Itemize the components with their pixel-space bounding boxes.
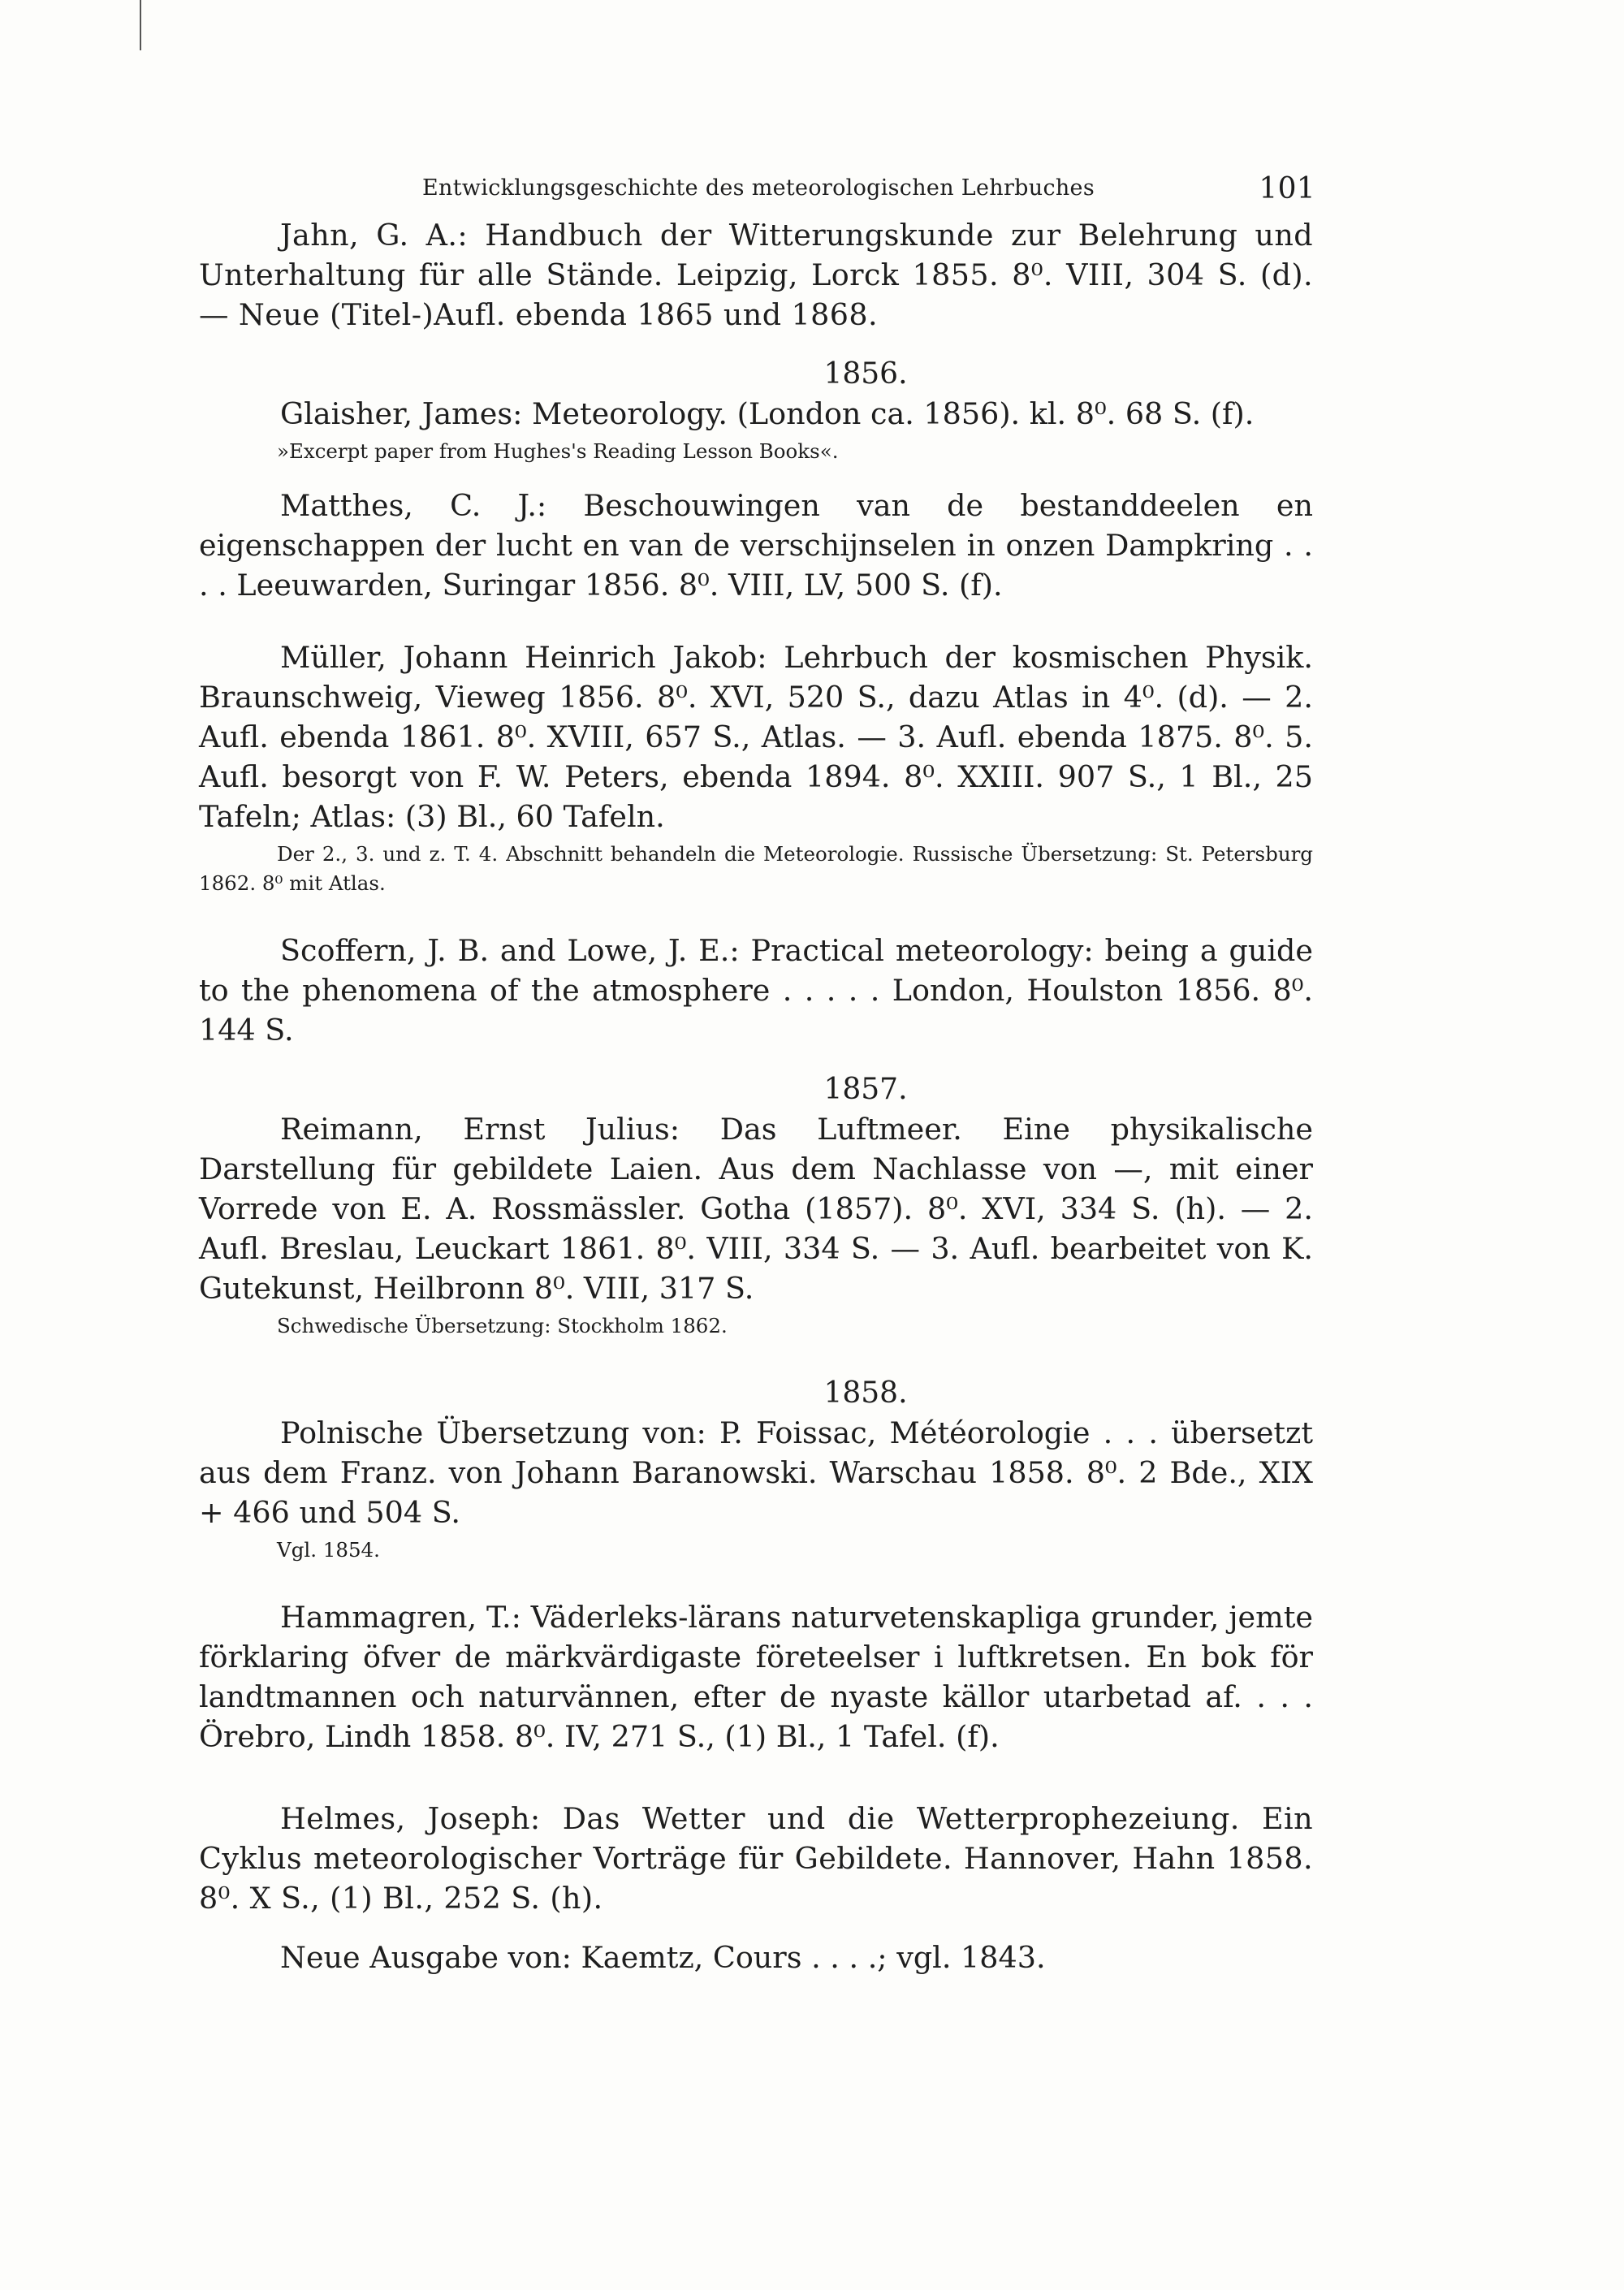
- note-mueller: Der 2., 3. und z. T. 4. Abschnitt behandeln die Meteorologie. Russische Übersetzung: St. Petersburg 1862. 8⁰ mit Atlas.: [199, 842, 1313, 895]
- entry-scoffern: Scoffern, J. B. and Lowe, J. E.: Practical meteorology: being a guide to the phenomena of the atmosphere . . . . . London, Houlston 1856. 8⁰. 144 S.: [199, 933, 1313, 1048]
- entry-hammagren: Hammagren, T.: Väderleks-lärans naturvetenskapliga grunder, jemte förklaring öfver de märkvärdigaste företeelser i luftkretsen. En bok för landtmannen och naturvännen, efter de nyaste källor utarbetad af. . . . Örebro, Lindh 1858. 8⁰. IV, 271 S., (1) Bl., 1 Tafel. (f).: [199, 1600, 1313, 1754]
- year-heading-1858: 1858.: [823, 1376, 908, 1410]
- entry-matthes: Matthes, C. J.: Beschouwingen van de bestanddeelen en eigenschappen der lucht en van de verschijnselen in onzen Dampkring . . . . Leeuwarden, Suringar 1856. 8⁰. VIII, LV, 500 S. (f).: [199, 488, 1313, 603]
- running-title: Entwicklungsgeschichte des meteorologischen Lehrbuches: [422, 175, 1095, 201]
- page-header: [406, 172, 1315, 208]
- note-reimann: Schwedische Übersetzung: Stockholm 1862.: [277, 1314, 728, 1337]
- bibliography-body: [199, 215, 1313, 1977]
- entry-helmes: Helmes, Joseph: Das Wetter und die Wetterprophezeiung. Ein Cyklus meteorologischer Vorträge für Gebildete. Hannover, Hahn 1858. 8⁰. X S., (1) Bl., 252 S. (h).: [199, 1801, 1313, 1916]
- entry-jahn: Jahn, G. A.: Handbuch der Witterungskunde zur Belehrung und Unterhaltung für alle Stände. Leipzig, Lorck 1855. 8⁰. VIII, 304 S. (d). — Neue (Titel-)Aufl. ebenda 1865 und 1868.: [199, 218, 1313, 332]
- entry-foissac: Polnische Übersetzung von: P. Foissac, Météorologie . . . übersetzt aus dem Franz. von Johann Baranowski. Warschau 1858. 8⁰. 2 Bde., XIX + 466 und 504 S.: [199, 1415, 1313, 1530]
- entry-kaemtz: Neue Ausgabe von: Kaemtz, Cours . . . .; vgl. 1843.: [280, 1940, 1046, 1975]
- margin-rule: [140, 0, 141, 50]
- note-glaisher: »Excerpt paper from Hughes's Reading Lesson Books«.: [277, 439, 839, 463]
- entry-glaisher: Glaisher, James: Meteorology. (London ca. 1856). kl. 8⁰. 68 S. (f).: [280, 396, 1255, 431]
- page-number: 101: [1259, 172, 1315, 205]
- year-heading-1857: 1857.: [823, 1073, 908, 1106]
- note-foissac: Vgl. 1854.: [277, 1538, 380, 1562]
- entry-reimann: Reimann, Ernst Julius: Das Luftmeer. Eine physikalische Darstellung für gebildete Laien. Aus dem Nachlasse von —, mit einer Vorrede von E. A. Rossmässler. Gotha (1857). 8⁰. XVI, 334 S. (h). — 2. Aufl. Breslau, Leuckart 1861. 8⁰. VIII, 334 S. — 3. Aufl. bearbeitet von K. Gutekunst, Heilbronn 8⁰. VIII, 317 S.: [199, 1112, 1313, 1306]
- entry-mueller: Müller, Johann Heinrich Jakob: Lehrbuch der kosmischen Physik. Braunschweig, Vieweg 1856. 8⁰. XVI, 520 S., dazu Atlas in 4⁰. (d). — 2. Aufl. ebenda 1861. 8⁰. XVIII, 657 S., Atlas. — 3. Aufl. ebenda 1875. 8⁰. 5. Aufl. besorgt von F. W. Peters, ebenda 1894. 8⁰. XXIII. 907 S., 1 Bl., 25 Tafeln; Atlas: (3) Bl., 60 Tafeln.: [199, 640, 1313, 834]
- year-heading-1856: 1856.: [823, 357, 908, 391]
